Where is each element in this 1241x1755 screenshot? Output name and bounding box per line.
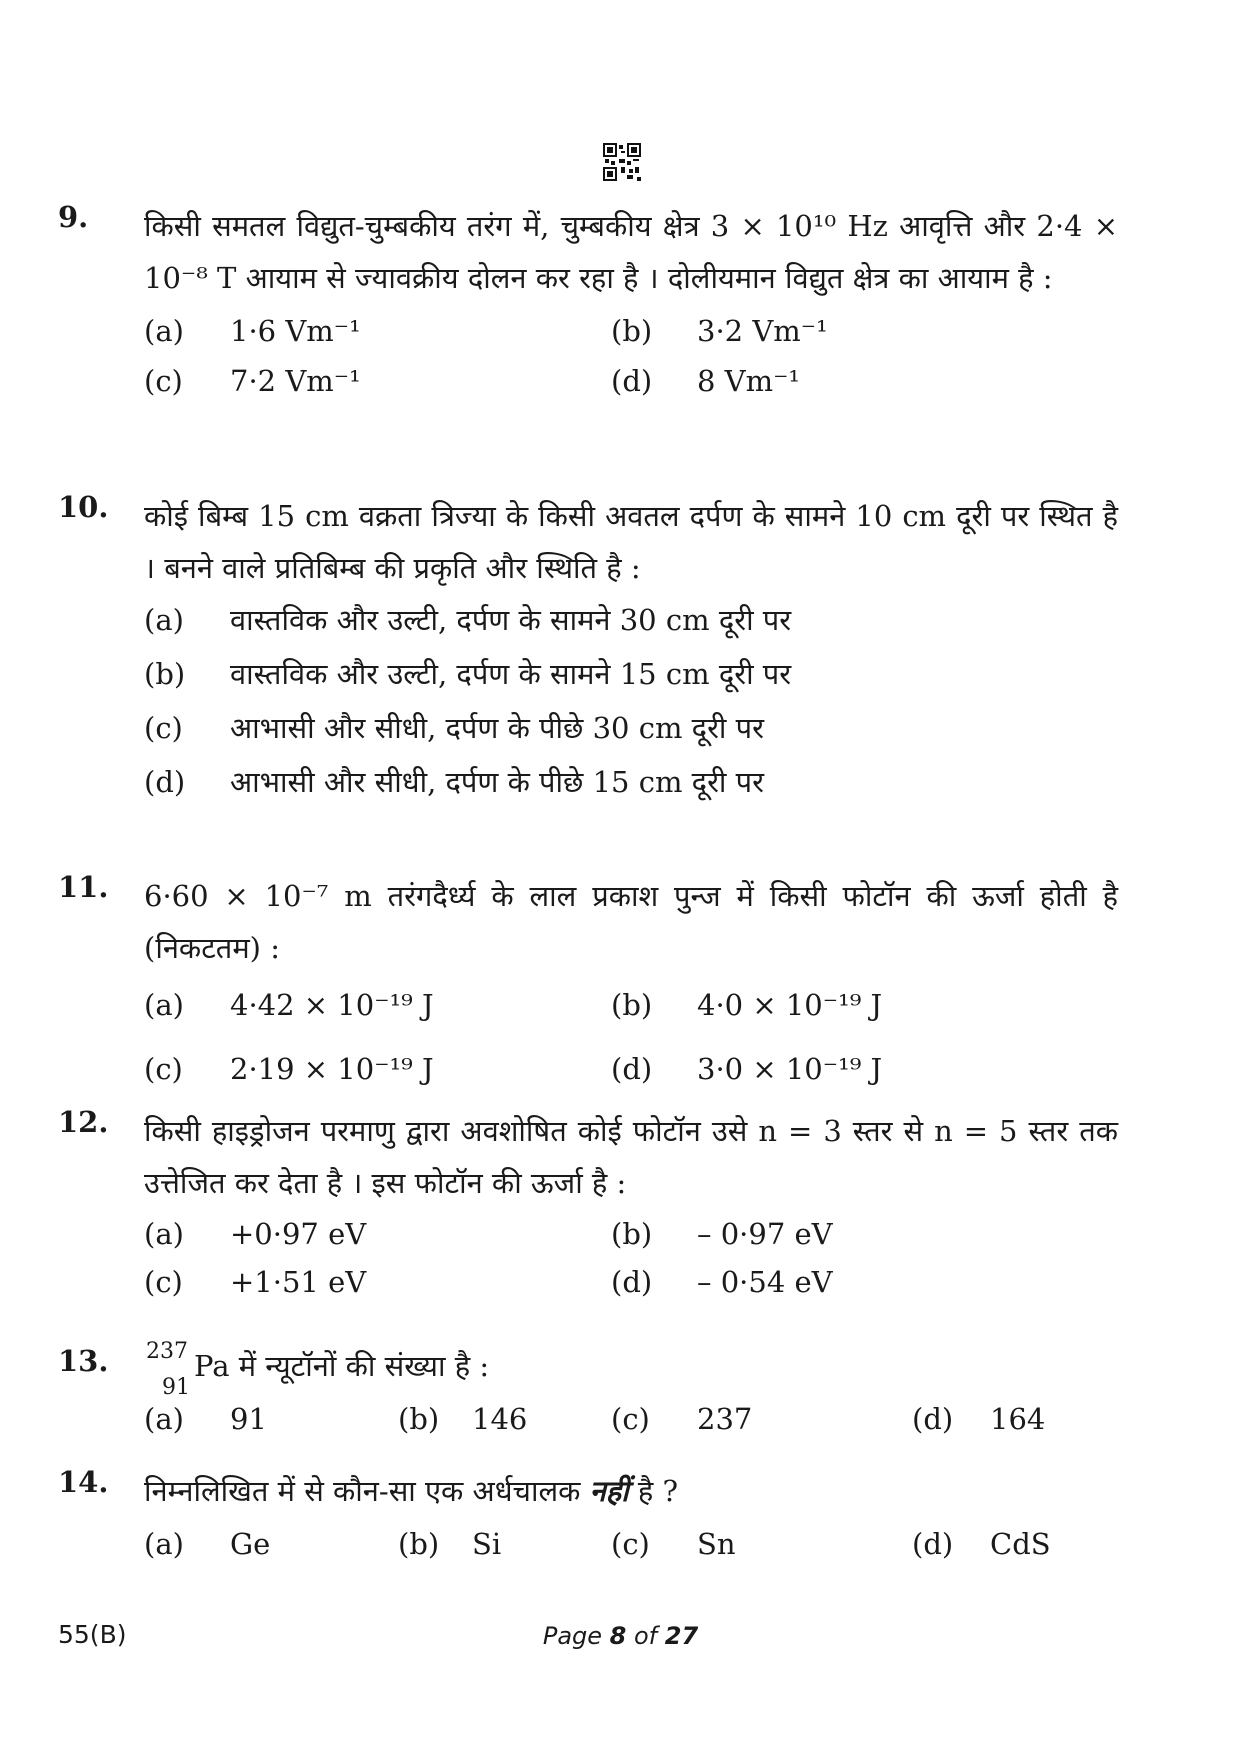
question-number: 12. xyxy=(58,1105,109,1139)
emphasis-not: नहीं xyxy=(589,1474,629,1508)
option-c: (c) 2·19 × 10⁻¹⁹ J xyxy=(144,1052,434,1086)
question-14 xyxy=(58,1465,1118,1583)
question-number: 9. xyxy=(58,200,89,234)
question-12 xyxy=(58,1105,1118,1317)
option-c: (c) Sn xyxy=(611,1527,736,1561)
question-text: किसी हाइड्रोजन परमाणु द्वारा अवशोषित कोई फोटॉन उसे n = 3 स्तर से n = 5 स्तर तक उत्तेजित कर देता है । इस फोटॉन की ऊर्जा है : xyxy=(144,1114,1118,1200)
option-d: (d) आभासी और सीधी, दर्पण के पीछे 15 cm दूरी पर xyxy=(144,765,764,799)
question-number: 13. xyxy=(58,1344,109,1378)
option-b: (b) वास्तविक और उल्टी, दर्पण के सामने 15 cm दूरी पर xyxy=(144,657,792,691)
option-a: (a) वास्तविक और उल्टी, दर्पण के सामने 30 cm दूरी पर xyxy=(144,603,792,637)
option-d: (d) CdS xyxy=(912,1527,1051,1561)
paper-code: 55(B) xyxy=(58,1620,127,1649)
option-b: (b) – 0·97 eV xyxy=(611,1217,833,1251)
option-b: (b) 4·0 × 10⁻¹⁹ J xyxy=(611,988,883,1022)
option-a: (a) 1·6 Vm⁻¹ xyxy=(144,314,361,348)
options xyxy=(144,988,1118,1112)
question-10 xyxy=(58,490,1118,816)
question-number: 14. xyxy=(58,1465,109,1499)
option-d: (d) 8 Vm⁻¹ xyxy=(611,364,801,398)
options xyxy=(144,1402,1118,1458)
option-a: (a) Ge xyxy=(144,1527,271,1561)
option-a: (a) +0·97 eV xyxy=(144,1217,367,1251)
option-d: (d) 164 xyxy=(912,1402,1046,1436)
page-number: Page 8 of 27 xyxy=(542,1622,699,1650)
option-c: (c) आभासी और सीधी, दर्पण के पीछे 30 cm दूरी पर xyxy=(144,711,764,745)
option-b: (b) Si xyxy=(398,1527,502,1561)
option-c: (c) 237 xyxy=(611,1402,753,1436)
option-d: (d) – 0·54 eV xyxy=(611,1265,833,1299)
question-number: 11. xyxy=(58,870,109,904)
question-number: 10. xyxy=(58,490,109,524)
question-text: कोई बिम्ब 15 cm वक्रता त्रिज्या के किसी अवतल दर्पण के सामने 10 cm दूरी पर स्थित है । बनने वाले प्रतिबिम्ब की प्रकृति और स्थिति है : xyxy=(144,499,1118,585)
option-b: (b) 146 xyxy=(398,1402,528,1436)
question-text: 6·60 × 10⁻⁷ m तरंगदैर्ध्य के लाल प्रकाश पुन्ज में किसी फोटॉन की ऊर्जा होती है (निकटतम) : xyxy=(144,879,1118,965)
options xyxy=(144,600,1118,816)
question-9 xyxy=(58,200,1118,418)
options xyxy=(144,314,1118,418)
options xyxy=(144,1527,1118,1583)
option-b: (b) 3·2 Vm⁻¹ xyxy=(611,314,828,348)
qr-code-icon xyxy=(603,143,641,181)
question-text: निम्नलिखित में से कौन-सा एक अर्धचालक नहीं है ? xyxy=(144,1474,679,1508)
option-c: (c) 7·2 Vm⁻¹ xyxy=(144,364,361,398)
isotope-notation: 237 91 xyxy=(146,1339,190,1400)
question-text: 237 91 Pa में न्यूटॉनों की संख्या है : xyxy=(146,1339,490,1400)
question-13 xyxy=(58,1340,1118,1458)
question-11 xyxy=(58,870,1118,1112)
option-d: (d) 3·0 × 10⁻¹⁹ J xyxy=(611,1052,883,1086)
option-c: (c) +1·51 eV xyxy=(144,1265,367,1299)
option-a: (a) 4·42 × 10⁻¹⁹ J xyxy=(144,988,434,1022)
option-a: (a) 91 xyxy=(144,1402,267,1436)
options xyxy=(144,1217,1118,1317)
question-text: किसी समतल विद्युत-चुम्बकीय तरंग में, चुम्बकीय क्षेत्र 3 × 10¹⁰ Hz आवृत्ति और 2·4 × 10⁻⁸ T आयाम से ज्यावक्रीय दोलन कर रहा है । दोलीयमान विद्युत क्षेत्र का आयाम है : xyxy=(144,209,1118,295)
